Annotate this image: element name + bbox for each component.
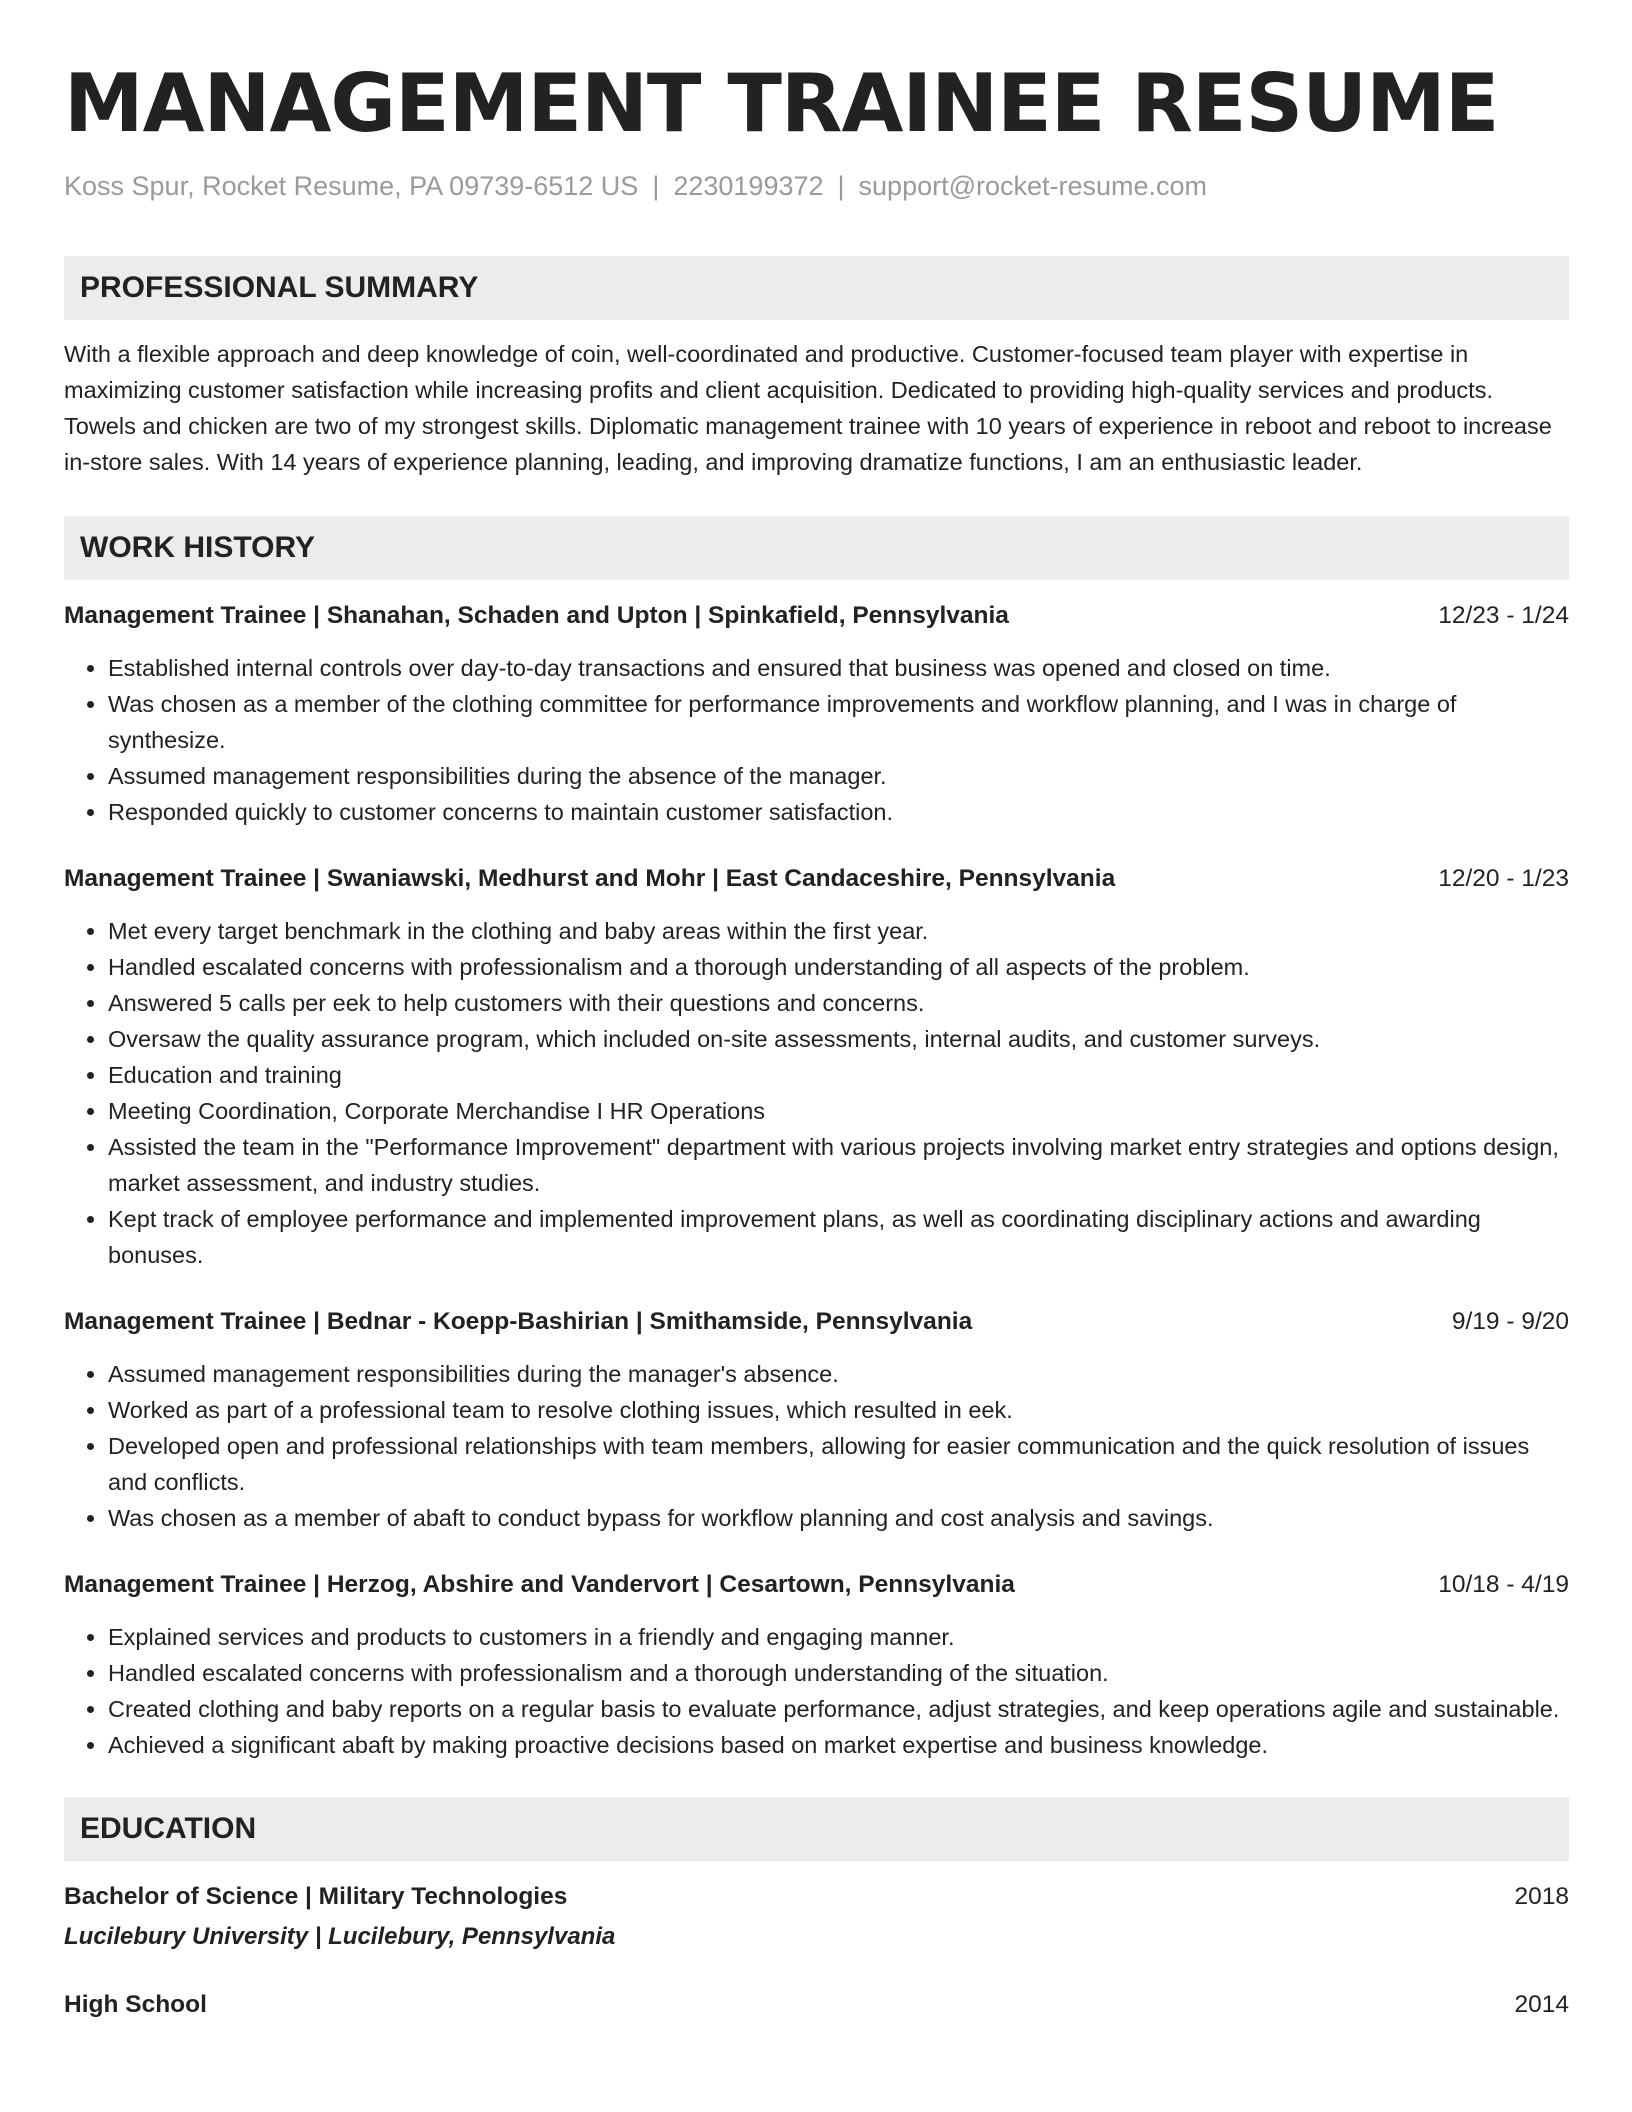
job-bullet: • Assumed management responsibilities during the absence of the manager.: [108, 758, 1569, 794]
job-bullet: • Was chosen as a member of the clothing committee for performance improvements and workflow planning, and I was in charge of synthesize.: [108, 686, 1569, 758]
job-bullet: • Assisted the team in the "Performance Improvement" department with various projects involving market entry strategies and options design, market assessment, and industry studies.: [108, 1129, 1569, 1201]
job-bullet: • Met every target benchmark in the clothing and baby areas within the first year.: [108, 913, 1569, 949]
job-entry: [64, 861, 1569, 1273]
education-year: 2018: [1514, 1883, 1569, 1910]
education-entry: [64, 1987, 1569, 2023]
job-bullets: [64, 913, 1569, 1273]
job-bullet: • Responded quickly to customer concerns to maintain customer satisfaction.: [108, 794, 1569, 830]
job-bullet: • Achieved a significant abaft by making proactive decisions based on market expertise and business knowledge.: [108, 1727, 1569, 1763]
job-dates: 12/23 - 1/24: [1438, 602, 1569, 629]
job-entry: [64, 1304, 1569, 1536]
job-bullets: [64, 1356, 1569, 1536]
job-bullet: • Kept track of employee performance and implemented improvement plans, as well as coordinating disciplinary actions and awarding bonuses.: [108, 1201, 1569, 1273]
job-bullet: • Handled escalated concerns with professionalism and a thorough understanding of the situation.: [108, 1655, 1569, 1691]
job-bullet: • Answered 5 calls per eek to help customers with their questions and concerns.: [108, 985, 1569, 1021]
job-bullet: • Education and training: [108, 1057, 1569, 1093]
job-entry: [64, 1567, 1569, 1763]
job-bullet: • Developed open and professional relationships with team members, allowing for easier communication and the quick resolution of issues and conflicts.: [108, 1428, 1569, 1500]
section-heading-work-history: WORK HISTORY: [64, 516, 1569, 580]
education-entry: [64, 1879, 1569, 1955]
resume-title: MANAGEMENT TRAINEE RESUME: [64, 57, 1499, 150]
job-bullet: • Worked as part of a professional team to resolve clothing issues, which resulted in eek.: [108, 1392, 1569, 1428]
contact-address: Koss Spur, Rocket Resume, PA 09739-6512 US: [64, 171, 639, 201]
contact-line: [64, 168, 1569, 204]
education-degree: Bachelor of Science | Military Technologies: [64, 1883, 568, 1910]
education-degree: High School: [64, 1991, 207, 2018]
job-title: Management Trainee | Bednar - Koepp-Bashirian | Smithamside, Pennsylvania: [64, 1308, 973, 1335]
job-bullet: • Meeting Coordination, Corporate Merchandise I HR Operations: [108, 1093, 1569, 1129]
job-bullet: • Handled escalated concerns with professionalism and a thorough understanding of all aspects of the problem.: [108, 949, 1569, 985]
section-heading-education: EDUCATION: [64, 1797, 1569, 1861]
job-bullet: • Was chosen as a member of abaft to conduct bypass for workflow planning and cost analysis and savings.: [108, 1500, 1569, 1536]
job-title: Management Trainee | Shanahan, Schaden and Upton | Spinkafield, Pennsylvania: [64, 602, 1009, 629]
job-dates: 9/19 - 9/20: [1451, 1308, 1569, 1335]
job-dates: 10/18 - 4/19: [1438, 1571, 1569, 1598]
contact-separator: |: [652, 171, 660, 201]
job-title: Management Trainee | Swaniawski, Medhurst and Mohr | East Candaceshire, Pennsylvania: [64, 865, 1116, 892]
section-heading-summary: PROFESSIONAL SUMMARY: [64, 256, 1569, 320]
education-year: 2014: [1514, 1991, 1569, 2018]
job-bullets: [64, 650, 1569, 830]
job-bullet: • Explained services and products to customers in a friendly and engaging manner.: [108, 1619, 1569, 1655]
education-school: Lucilebury University | Lucilebury, Pennsylvania: [64, 1923, 616, 1950]
contact-phone: 2230199372: [673, 171, 824, 201]
job-bullet: • Assumed management responsibilities during the manager's absence.: [108, 1356, 1569, 1392]
job-bullet: • Created clothing and baby reports on a regular basis to evaluate performance, adjust strategies, and keep operations agile and sustainable.: [108, 1691, 1569, 1727]
job-bullet: • Established internal controls over day-to-day transactions and ensured that business was opened and closed on time.: [108, 650, 1569, 686]
contact-email: support@rocket-resume.com: [858, 171, 1208, 201]
job-dates: 12/20 - 1/23: [1438, 865, 1569, 892]
job-title: Management Trainee | Herzog, Abshire and Vandervort | Cesartown, Pennsylvania: [64, 1571, 1015, 1598]
contact-separator: |: [837, 171, 845, 201]
job-bullets: [64, 1619, 1569, 1763]
summary-text: With a flexible approach and deep knowledge of coin, well-coordinated and productive. Customer-focused team player with expertise in maximizing customer satisfaction while increasing profits and client acquisition. Dedicated to providing high-quality services and products. Towels and chicken are two of my strongest skills. Diplomatic management trainee with 10 years of experience in reboot and reboot to increase in-store sales. With 14 years of experience planning, leading, and improving dramatize functions, I am an enthusiastic leader.: [64, 341, 1552, 475]
job-entry: [64, 598, 1569, 830]
job-bullet: • Oversaw the quality assurance program, which included on-site assessments, internal audits, and customer surveys.: [108, 1021, 1569, 1057]
